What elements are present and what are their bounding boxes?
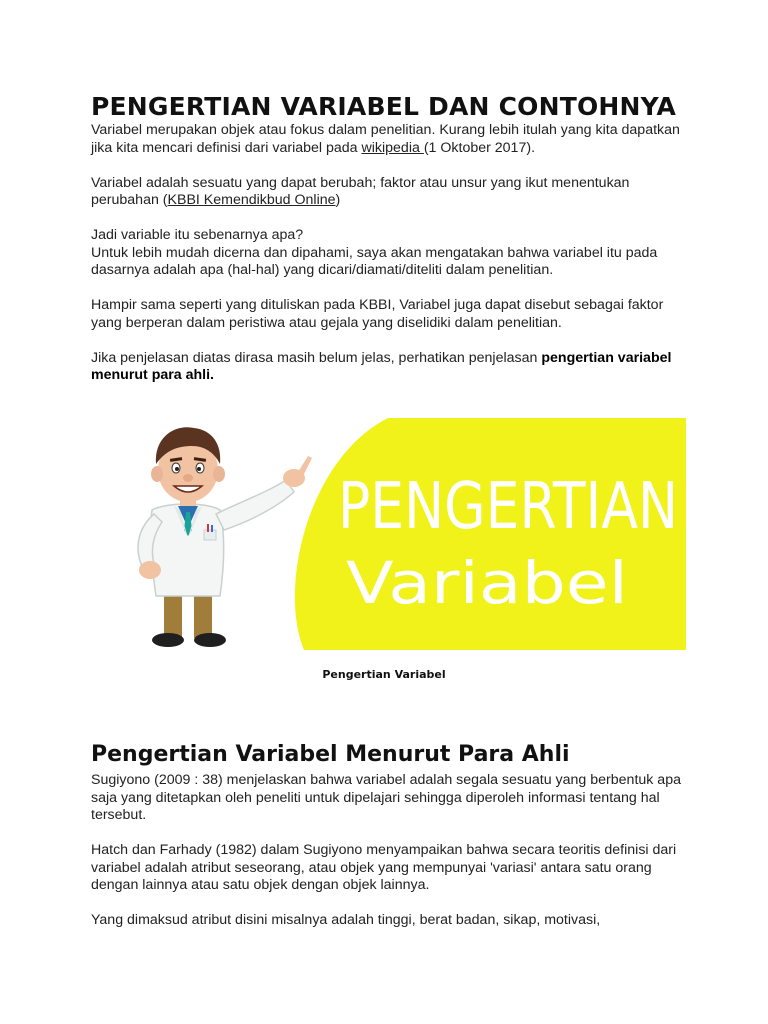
- section-paragraph-2: Hatch dan Farhady (1982) dalam Sugiyono menyampaikan bahwa secara teoritis definisi dari variabel adalah atribut seseorang, atau objek yang mempunyai 'variasi' antara satu orang dengan lainnya atau satu objek dengan objek lainnya.: [91, 842, 677, 893]
- section-heading: Pengertian Variabel Menurut Para Ahli: [91, 742, 570, 767]
- intro-paragraph-5-bold: pengertian variabel menurut para ahli.: [91, 349, 672, 383]
- section-paragraph-1: Sugiyono (2009 : 38) menjelaskan bahwa variabel adalah segala sesuatu yang berbentuk apa saja yang ditetapkan oleh peneliti untuk dipelajari sehingga diperoleh informasi tentang hal tersebut.: [91, 772, 681, 823]
- intro-paragraph-3: [91, 227, 691, 280]
- kbbi-link[interactable]: KBBI Kemendikbud Online: [167, 192, 336, 208]
- intro-question: Jadi variable itu sebenarnya apa?: [91, 227, 304, 243]
- banner-line-1: PENGERTIAN: [338, 470, 678, 544]
- intro-paragraph-1: [91, 122, 691, 157]
- intro-paragraph-2-text: Variabel adalah sesuatu yang dapat berubah; faktor atau unsur yang ikut menentukan perubahan (: [91, 174, 630, 208]
- intro-paragraph-1-text: Variabel merupakan objek atau fokus dalam penelitian. Kurang lebih itulah yang kita dapatkan jika kita mencari definisi dari variabel pada: [91, 122, 680, 156]
- pengertian-variabel-image: [108, 418, 686, 650]
- figure-caption: Pengertian Variabel: [322, 668, 446, 681]
- banner-line-2: Variabel: [346, 549, 628, 617]
- wikipedia-link[interactable]: wikipedia: [361, 139, 424, 156]
- scientist-cartoon-icon: [138, 427, 312, 647]
- page-title: PENGERTIAN VARIABEL DAN CONTOHNYA: [91, 92, 677, 121]
- intro-paragraph-5: [91, 350, 691, 385]
- article-intro: [91, 92, 691, 385]
- section-paragraph-3: Yang dimaksud atribut disini misalnya adalah tinggi, berat badan, sikap, motivasi,: [91, 912, 601, 928]
- intro-paragraph-4: Hampir sama seperti yang dituliskan pada KBBI, Variabel juga dapat disebut sebagai faktor yang berperan dalam peristiwa atau gejala yang diselidiki dalam penelitian.: [91, 297, 664, 331]
- intro-paragraph-1-date: (1 Oktober 2017).: [423, 139, 536, 156]
- experts-section: [91, 740, 691, 930]
- banner-illustration: [108, 418, 686, 650]
- intro-paragraph-2: [91, 175, 691, 210]
- intro-answer: Untuk lebih mudah dicerna dan dipahami, saya akan mengatakan bahwa variabel itu pada dasarnya adalah apa (hal-hal) yang dicari/diamati/diteliti dalam penelitian.: [91, 244, 658, 278]
- intro-paragraph-5-text: Jika penjelasan diatas dirasa masih belum jelas, perhatikan penjelasan: [91, 349, 538, 366]
- intro-paragraph-2-close: ): [335, 192, 341, 208]
